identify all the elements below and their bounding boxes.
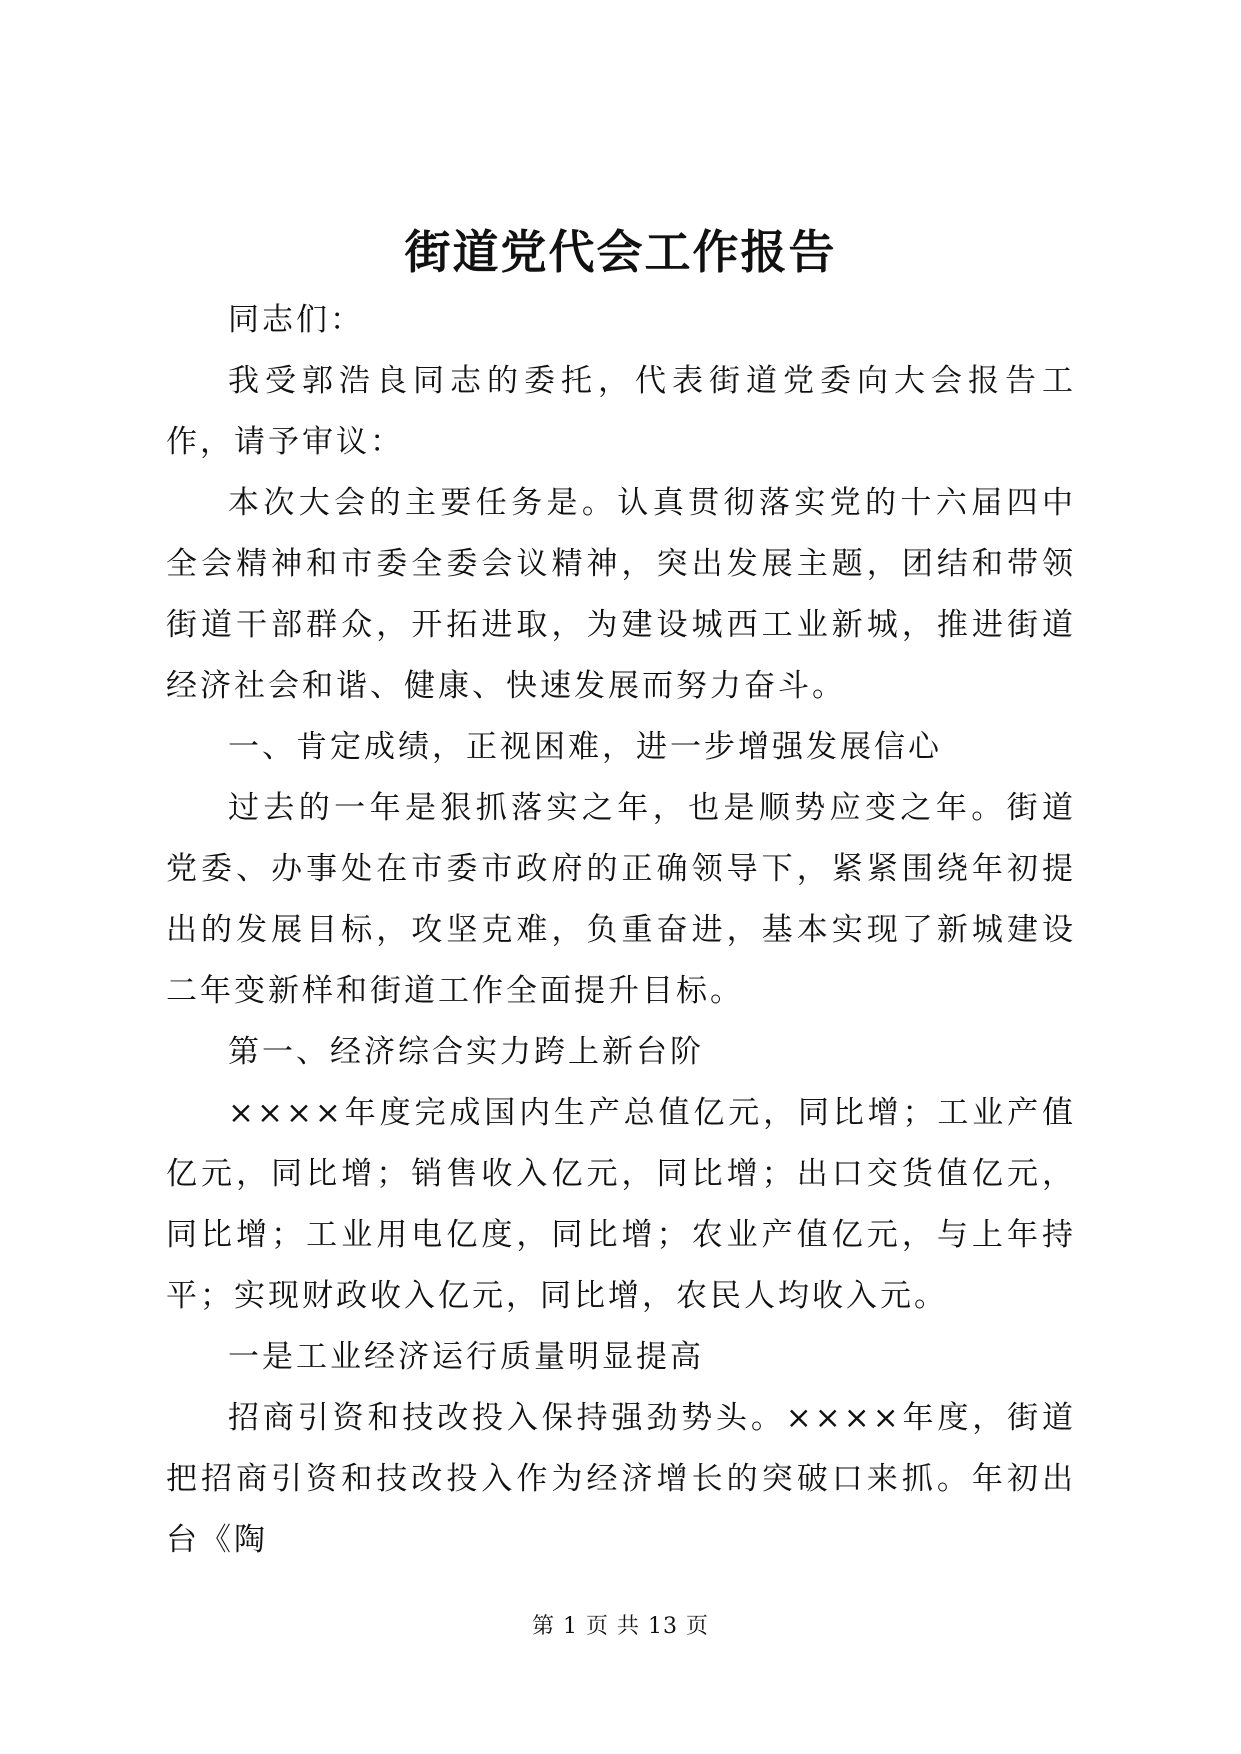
paragraph-intro: 我受郭浩良同志的委托，代表街道党委向大会报告工作，请予审议：: [166, 363, 1076, 460]
document-body: [166, 290, 1076, 1571]
subsection-heading-economy: 第一、经济综合实力跨上新台阶: [228, 1034, 704, 1070]
paragraph-salutation: 同志们：: [228, 302, 364, 338]
section-heading-1: 一、肯定成绩，正视困难，进一步增强发展信心: [228, 729, 942, 765]
paragraph-investment: 招商引资和技改投入保持强劲势头。××××年度，街道把招商引资和技改投入作为经济增长的突破口来抓。年初出台《陶: [166, 1400, 1076, 1558]
page-number-footer: 第 1 页 共 13 页: [532, 1614, 709, 1639]
paragraph-past-year: 过去的一年是狠抓落实之年，也是顺势应变之年。街道党委、办事处在市委市政府的正确领导下，紧紧围绕年初提出的发展目标，攻坚克难，负重奋进，基本实现了新城建设二年变新样和街道工作全面提升目标。: [166, 790, 1076, 1009]
subsection-heading-industry: 一是工业经济运行质量明显提高: [228, 1339, 704, 1375]
paragraph-main-task: 本次大会的主要任务是。认真贯彻落实党的十六届四中全会精神和市委全委会议精神，突出发展主题，团结和带领街道干部群众，开拓进取，为建设城西工业新城，推进街道经济社会和谐、健康、快速发展而努力奋斗。: [166, 485, 1076, 704]
document-title: 街道党代会工作报告: [404, 225, 837, 279]
paragraph-economy-stats: ××××年度完成国内生产总值亿元，同比增；工业产值亿元，同比增；销售收入亿元，同比增；出口交货值亿元，同比增；工业用电亿度，同比增；农业产值亿元，与上年持平；实现财政收入亿元，同比增，农民人均收入元。: [166, 1095, 1076, 1314]
